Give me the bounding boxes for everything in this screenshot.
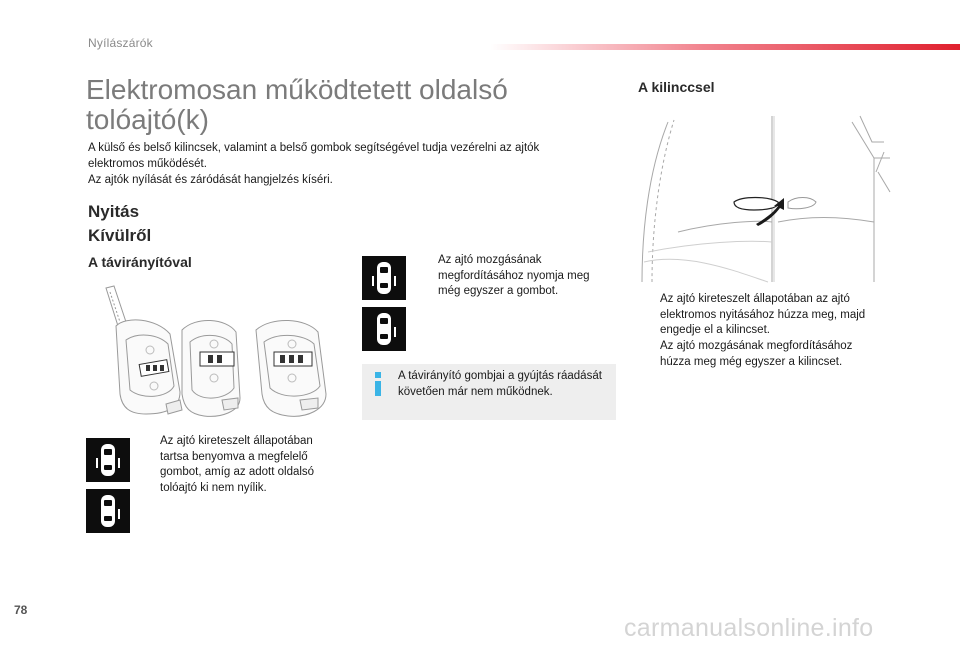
remote-bullet-reverse-motion — [420, 253, 628, 300]
bullet-text-line: Az ajtó mozgásának megfordításához — [660, 340, 853, 352]
bullet-text-line: Az ajtó mozgásának — [438, 254, 542, 266]
page-title-line-2: tolóajtó(k) — [86, 104, 209, 135]
sliding-door-right-button-icon — [362, 307, 406, 351]
bullet-text-line: húzza meg még egyszer a kilincset. — [660, 355, 843, 368]
sliding-door-left-button-icon — [362, 256, 406, 300]
bullet-text-line: engedje el a kilincset. — [660, 324, 770, 336]
heading-from-outside: Kívülről — [88, 226, 152, 245]
bullet-text-line: még egyszer a gombot. — [438, 285, 559, 297]
intro-line-1: A külső és belső kilincsek, valamint a belső gombok segítségével tudja vezérelni az ajtók — [88, 142, 540, 154]
intro-line-3: Az ajtók nyílását és záródását hangjelzés kíséri. — [88, 174, 333, 186]
heading-with-handle: A kilinccsel — [638, 79, 715, 95]
info-note-box — [362, 364, 616, 420]
info-note-text — [398, 369, 612, 400]
bullet-text-line: gombot, amíg az adott oldalsó — [160, 466, 315, 478]
watermark: carmanualsonline.info — [624, 614, 874, 642]
page-number: 78 — [14, 603, 28, 617]
sliding-door-left-button-icon — [86, 438, 130, 482]
door-handle-illustration — [638, 112, 892, 284]
bullet-text-line: elektromos nyitásához húzza meg, majd — [660, 308, 866, 321]
heading-with-remote: A távirányítóval — [88, 254, 192, 270]
intro-line-2: elektromos működését. — [88, 158, 207, 170]
intro-paragraph — [88, 140, 588, 188]
handle-bullet-pull-release — [640, 292, 920, 339]
info-line: A távirányító gombjai a gyújtás ráadását — [398, 370, 602, 382]
remote-key-fobs-illustration — [96, 282, 342, 420]
section-label: Nyílászárók — [88, 36, 153, 50]
heading-opening: Nyitás — [88, 202, 140, 221]
remote-bullet-hold-button — [142, 434, 360, 496]
info-icon — [372, 372, 386, 396]
bullet-text-line: tartsa benyomva a megfelelő — [160, 450, 308, 463]
info-line: követően már nem működnek. — [398, 385, 553, 398]
header-accent-bar — [490, 44, 960, 50]
handle-bullet-reverse-motion — [640, 339, 920, 370]
page-title — [86, 75, 586, 135]
page-title-line-1: Elektromosan működtetett oldalsó — [86, 74, 508, 105]
bullet-text-line: tolóajtó ki nem nyílik. — [160, 481, 267, 494]
bullet-text-line: Az ajtó kireteszelt állapotában az ajtó — [660, 293, 850, 305]
sliding-door-right-button-icon — [86, 489, 130, 533]
bullet-text-line: megfordításához nyomja meg — [438, 269, 590, 282]
bullet-text-line: Az ajtó kireteszelt állapotában — [160, 435, 313, 447]
